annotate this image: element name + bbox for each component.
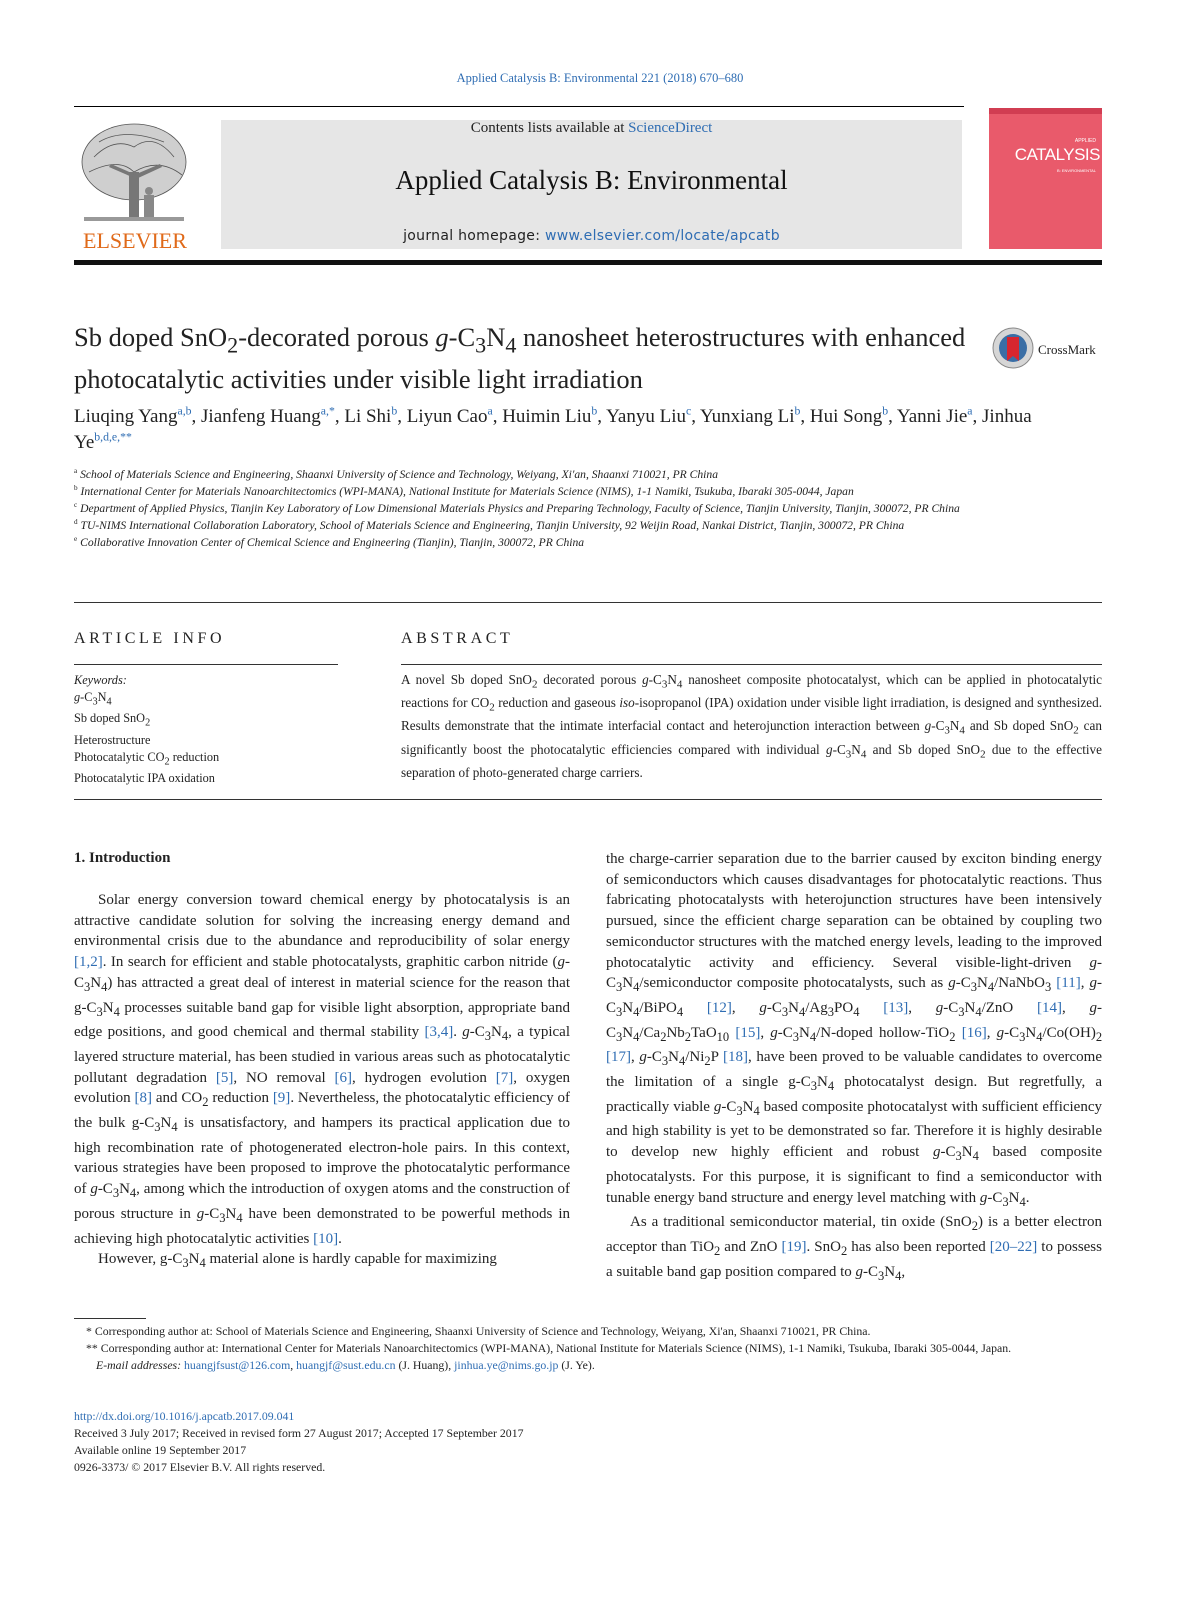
cover-catalysis-label: CATALYSIS [1014,145,1100,164]
keyword-item: $g-C_3N_4$ [74,690,112,708]
affiliation-item: $^e$ Collaborative Innovation Center of Chemical Science and Engineering (Tianjin), Tianjin, 300072, PR China [74,535,585,549]
introduction-heading: 1. Introduction [74,850,171,866]
contents-line [221,120,962,137]
author-list: Liuqing Yang$^{a,b}$, Jianfeng Huang$^{a,*}$, Li Shi$^b$, Liyun Cao$^a$, Huimin Liu$^b$, Yanyu Liu$^c$, Yunxiang Li$^b$, Hui Song$^b$, Yanni Jie$^a$, Jinhua $Ye^{b,d,e,**}$ [74,404,1032,453]
elsevier-wordmark: ELSEVIER [83,228,187,252]
keywords-label: Keywords: [74,673,127,687]
abstract-bottom-rule [74,799,1102,800]
footnote-rule [74,1318,146,1319]
affiliation-rule [74,602,1102,603]
body-paragraph: As a traditional semiconductor material, tin oxide (SnO$_2$) is a better electron acceptor than TiO$_2$ and ZnO [19]. SnO$_2$ has also been reported [20–22] to possess a suitable band gap position compared to $g-C_3N_4$, [606,1214,1102,1283]
keywords-block [74,672,338,787]
sciencedirect-link[interactable]: ScienceDirect [628,120,713,136]
keyword-item: Sb doped SnO$_2$ [74,711,151,729]
header-rule [74,106,964,107]
affiliation-item: $^c$ Department of Applied Physics, Tianjin Key Laboratory of Low Dimensional Materials Physics and Preparing Technology, Faculty of Science, Tianjin University, Tianjin, 300072, PR China [74,501,960,515]
elsevier-tree-logo [74,117,196,252]
online-date: Available online 19 September 2017 [74,1443,247,1457]
body-column-left [74,890,570,1274]
abstract-text: A novel Sb doped SnO$_2$ decorated porous $g-C_3N_4$ nanosheet composite photocatalyst, which can be applied in photocatalytic reactions for $CO_2$ reduction and gaseous iso-isopropanol (IPA) oxidation under visible light irradiation, is designed and synthesized. Results demonstrate that the intimate interfacial contact and heterojunction interaction between $g-C_3N_4$ and Sb doped SnO$_2$ can significantly boost the photocatalytic efficiencies compared with individual $g-C_3N_4$ and Sb doped SnO$_2$ due to the effective separation of photo-generated charge carriers. [401,672,1103,780]
footnotes [74,1323,1102,1374]
doi-link[interactable]: http://dx.doi.org/10.1016/j.apcatb.2017.09.041 [74,1409,295,1423]
article-metadata [74,1408,774,1476]
abstract-rule [401,664,1102,665]
cover-applied-label: APPLIED [1074,138,1096,144]
affiliation-mark: e [74,535,78,544]
email-label: E-mail addresses: [96,1358,182,1372]
keyword-item: Photocatalytic IPA oxidation [74,771,215,786]
homepage-link[interactable]: www.elsevier.com/locate/apcatb [544,228,780,244]
affiliation-item: $^d$ TU-NIMS International Collaboration Laboratory, School of Materials Science and Engineering, Tianjin University, 92 Weijin Road, Nankai District, Tianjin, 300072, PR China [74,518,905,532]
contents-prefix: Contents lists available at [470,120,629,136]
journal-cover-thumbnail[interactable] [989,108,1102,249]
keyword-item: Photocatalytic $CO_2$ reduction [74,749,220,768]
keyword-item: Heterostructure [74,732,151,747]
body-paragraph: However, $g-C_3N_4$ material alone is hardly capable for maximizing [98,1251,497,1271]
email-line: E-mail addresses: huangjfsust@126.com, huangjf@sust.edu.cn (J. Huang), jinhua.ye@nims.go.jp (J. Ye). [96,1358,595,1372]
abstract-heading: ABSTRACT [401,630,514,647]
copyright-line: 0926-3373/ © 2017 Elsevier B.V. All rights reserved. [74,1460,326,1474]
affiliation-mark: b [74,484,78,493]
article-title: Sb doped SnO$_2$-decorated porous $g-C_3N_4$ nanosheet heterostructures with enhanced photocatalytic activities under visible light irradiation [74,322,966,395]
article-info-heading: ARTICLE INFO [74,630,226,647]
body-column-right [606,849,1102,1286]
affiliation-mark: d [74,518,78,527]
journal-reference[interactable]: Applied Catalysis B: Environmental 221 (2018) 670–680 [456,71,744,85]
header-thick-rule [74,260,1102,265]
journal-homepage [221,228,962,244]
crossmark-badge[interactable] [991,325,1107,373]
journal-title: Applied Catalysis B: Environmental [395,165,788,195]
history-dates: Received 3 July 2017; Received in revised form 27 August 2017; Accepted 17 September 2017 [74,1426,524,1440]
email-link[interactable]: jinhua.ye@nims.go.jp [454,1358,559,1372]
email-link[interactable]: huangjf@sust.edu.cn [296,1358,396,1372]
affiliation-item: $^b$ International Center for Materials Nanoarchitectomics (WPI-MANA), National Institute for Materials Science (NIMS), 1-1 Namiki, Tsukuba, Ibaraki 305-0044, Japan [74,484,854,498]
body-paragraph: Solar energy conversion toward chemical energy by photocatalysis is an attractive candidate solution for solving the increasing energy demand and environmental crisis due to the abundance and reproducibility of solar energy [1,2]. In search for efficient and stable photocatalysts, graphitic carbon nitride $(g-C_3N_4)$ has attracted a great deal of interest in material science for the reason that $g-C_3N_4$ processes suitable band gap for visible light absorption, appropriate band edge positions, and good chemical and thermal stability [3,4]. $g-C_3N_4$, a typical layered structure material, has been studied in various areas such as photocatalytic pollutant degradation [5], NO removal [6], hydrogen evolution [7], oxygen evolution [8] and $CO_2$ reduction [9]. Nevertheless, the photocatalytic efficiency of the bulk $g-C_3N_4$ is unsatisfactory, and hampers its practical application due to high recombination rate of photogenerated electron-hole pairs. In this context, various strategies have been proposed to improve the photocatalytic performance of $g-C_3N_4$, among which the introduction of oxygen atoms and the construction of porous structure in $g-C_3N_4$ have been demonstrated to be powerful methods in achieving high photocatalytic activities [10]. [74,892,571,1247]
journal-cover-band [989,108,1102,114]
affiliation-item: $^a$ School of Materials Science and Engineering, Shaanxi University of Science and Technology, Weiyang, Xi'an, Shaanxi 710021, PR China [74,467,718,481]
homepage-prefix: journal homepage: [403,228,545,244]
corresponding-author-1: * Corresponding author at: School of Materials Science and Engineering, Shaanxi University of Science and Technology, Weiyang, Xi'an, Shaanxi 710021, PR China. [86,1324,871,1338]
cover-subtitle-label: B: ENVIRONMENTAL [1056,168,1096,173]
corresponding-author-2: ** Corresponding author at: International Center for Materials Nanoarchitectomics (WPI-MANA), National Institute for Materials Science (NIMS), 1-1 Namiki, Tsukuba, Ibaraki 305-0044, Japan. [86,1341,1012,1355]
email-link[interactable]: huangjfsust@126.com [184,1358,291,1372]
affiliations [74,466,974,551]
article-info-rule [74,664,338,665]
crossmark-label: CrossMark [1038,342,1096,357]
affiliation-mark: a [74,467,78,476]
body-paragraph: the charge-carrier separation due to the barrier caused by exciton binding energy of semiconductors which causes disadvantages for photocatalytic reactions. Thus fabricating photocatalysts with heterojunction structures have been intensively pursued, since the efficient charge separation can be obtained by coupling two semiconductor structures with the matched energy levels, leading to the improved photocatalytic activity and efficiency. Several visible-light-driven $g-C_3N_4$/semiconductor composite photocatalysts, such as $g-C_3N_4/NaNbO_3$ [11], $g-C_3N_4/BiPO_4$ [12], $g-C_3N_4/Ag_3PO_4$ [13], $g-C_3N_4$/ZnO [14], $g-C_3N_4/Ca_2Nb_2TaO_{10}$ [15], $g-C_3N_4/N$-doped hollow-TiO$_2$ [16], $g-C_3N_4/Co(OH)_2$ [17], $g-C_3N_4/Ni_2P$ [18], have been proved to be valuable candidates to overcome the limitation of a single $g-C_3N_4$ photocatalyst design. But regretfully, a practically viable $g-C_3N_4$ based composite photocatalyst with sufficient efficiency and high stability is yet to be demonstrated so far. Therefore it is highly desirable to develop new highly efficient and robust $g-C_3N_4$ based composite photocatalysts. For this purpose, it is significant to find a semiconductor with tunable energy band structure and energy level matching with $g-C_3N_4$. [606,851,1103,1209]
affiliation-mark: c [74,501,78,510]
